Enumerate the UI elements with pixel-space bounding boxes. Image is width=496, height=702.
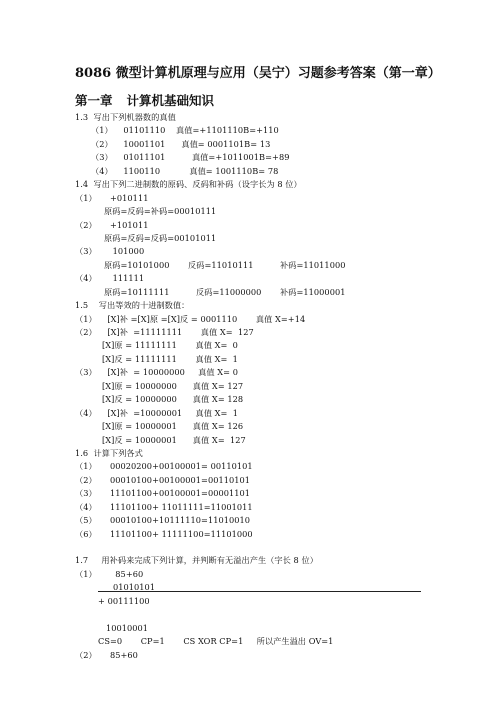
text-line-content: （4） 1100110 真值= 1001110B= 78 [91, 165, 279, 176]
text-line-content: 1.4 写出下列二进制数的原码、反码和补码（设字长为 8 位） [75, 179, 302, 190]
text-line-content: [X]原 = 10000001 真值 X= 126 [102, 421, 244, 432]
text-line [0, 178, 496, 191]
chapter-heading [75, 93, 214, 109]
text-line-content: （4） [X]补 =10000001 真值 X= 1 [75, 407, 238, 418]
text-line [0, 581, 496, 594]
text-line [0, 205, 496, 218]
text-line-content: （6） 11101100+ 11111100=11101000 [75, 528, 253, 539]
text-line [0, 487, 496, 500]
text-line [0, 393, 496, 406]
text-line-content: 原码=反码=反码=00101011 [104, 232, 217, 243]
text-line-content: （2） [X]补 =11111111 真值 X= 127 [75, 327, 254, 337]
text-line-content: （1） +010111 [75, 192, 149, 203]
text-line [0, 407, 496, 420]
text-line-content: 10010001 [98, 622, 149, 633]
text-line [0, 380, 496, 393]
text-line [0, 232, 496, 245]
text-line [0, 622, 496, 635]
text-line [0, 541, 496, 554]
text-line [0, 124, 496, 137]
text-line-content: [X]原 = 10000000 真值 X= 127 [102, 380, 244, 391]
text-line-content: + 00111100 [98, 595, 150, 606]
text-line-content: （3） [X]补 = 10000000 真值 X= 0 [75, 367, 238, 378]
text-line-content: 原码=反码=补码=00010111 [104, 206, 217, 217]
text-line [0, 353, 496, 366]
text-line-content: （4） 111111 [75, 273, 145, 284]
text-line-content: 原码=10101000 反码=11010111 补码=11011000 [104, 259, 346, 270]
text-line [0, 635, 496, 648]
text-line-content: 1.6 计算下列各式 [75, 447, 143, 458]
document-body [0, 111, 496, 662]
text-line-content: CS=0 CP=1 CS XOR CP=1 所以产生溢出 OV=1 [98, 636, 334, 647]
text-line [0, 286, 496, 299]
text-line-content: （3） 11101100+00100001=00001101 [75, 488, 251, 499]
text-line [0, 111, 496, 124]
text-line [0, 165, 496, 178]
text-line [0, 219, 496, 232]
text-line-content: （2） 00010100+00100001=00110101 [75, 474, 251, 485]
text-line [0, 138, 496, 151]
text-line [0, 501, 496, 514]
text-line-content: （1） 85+60 [75, 568, 144, 579]
text-line-content: （1） 01101110 真值=+1101110B=+110 [91, 125, 279, 136]
text-line [0, 272, 496, 285]
text-line [0, 514, 496, 527]
chapter-number: 第一章 [75, 93, 113, 108]
text-line-content: （3） 101000 [75, 246, 145, 257]
text-line [0, 474, 496, 487]
text-line [0, 595, 496, 608]
text-line-content: （2） 85+60 [75, 649, 138, 660]
text-line [0, 339, 496, 352]
text-line [0, 447, 496, 460]
text-line [0, 568, 496, 581]
text-line-content: 1.5 写出等效的十进制数值： [75, 300, 190, 311]
text-line-content: （4） 11101100+ 11011111=11001011 [75, 501, 253, 512]
text-line [0, 326, 496, 339]
text-line [0, 313, 496, 326]
text-line-content: 01010101 [113, 582, 156, 593]
text-line-content: 1.3 写出下列机器数的真值 [75, 112, 176, 122]
text-line [0, 299, 496, 312]
text-line [0, 245, 496, 258]
text-line [0, 420, 496, 433]
text-line-content: 1.7 用补码来完成下列计算，并判断有无溢出产生（字长 8 位） [75, 555, 318, 566]
text-line-content: （5） 00010100+10111110=11010010 [75, 515, 251, 526]
text-line [0, 151, 496, 164]
text-line [0, 649, 496, 662]
text-line [0, 554, 496, 567]
text-line [0, 366, 496, 379]
text-line [0, 460, 496, 473]
text-line [0, 192, 496, 205]
text-line [0, 434, 496, 447]
text-line-content: （2） +101011 [75, 219, 149, 230]
text-line-content: [X]反 = 11111111 真值 X= 1 [102, 353, 238, 364]
text-line [0, 528, 496, 541]
text-line-content: [X]原 = 11111111 真值 X= 0 [102, 340, 238, 351]
text-line [0, 608, 496, 621]
text-line-content: [X]反 = 10000000 真值 X= 128 [102, 394, 244, 405]
chapter-name: 计算机基础知识 [126, 93, 215, 108]
text-line-content: （1） [X]补 =[X]原 =[X]反 = 0001110 真值 X=+14 [75, 313, 306, 324]
document-title: 8086 微型计算机原理与应用（吴宁）习题参考答案（第一章） [75, 66, 441, 81]
text-line-content: [X]反 = 10000001 真值 X= 127 [102, 434, 246, 445]
addition-underline [98, 591, 421, 592]
text-line-content: （3） 01011101 真值=+1011001B=+89 [91, 152, 290, 163]
text-line-content: （1） 00020200+00100001= 00110101 [75, 461, 253, 472]
text-line-content: （2） 10001101 真值= 0001101B= 13 [91, 138, 271, 149]
text-line [0, 259, 496, 272]
text-line-content: 原码=10111111 反码=11000000 补码=11000001 [104, 286, 346, 297]
